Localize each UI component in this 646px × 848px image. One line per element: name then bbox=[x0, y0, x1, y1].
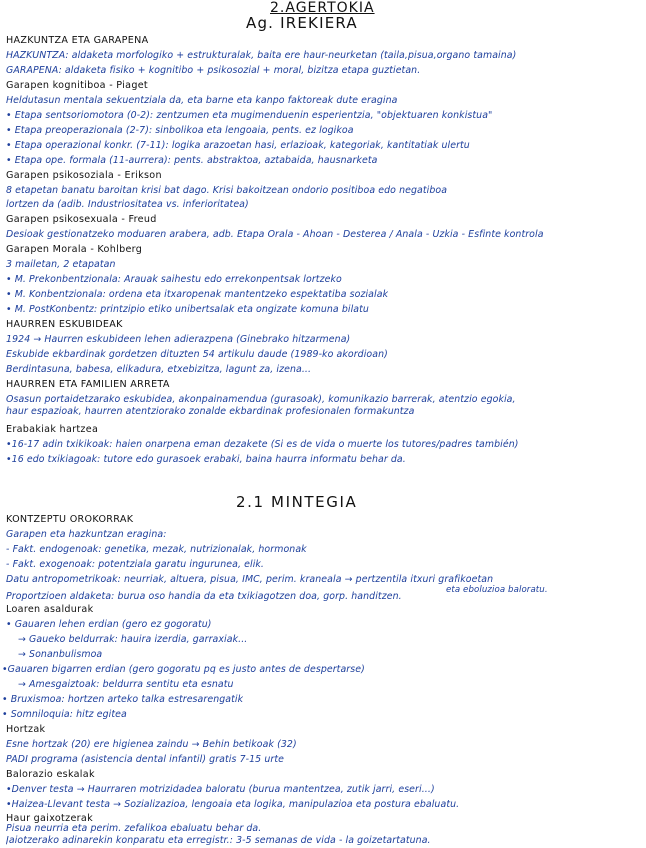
note-line: 3 mailetan, 2 etapatan bbox=[6, 259, 116, 270]
bullet-line: •Gauaren bigarren erdian (gero gogoratu pq es justo antes de despertarse) bbox=[2, 664, 365, 675]
sub-bullet-line: → Gaueko beldurrak: hauira izerdia, garraxiak... bbox=[18, 634, 248, 645]
note-line: Berdintasuna, babesa, elikadura, etxebizitza, lagunt za, izena... bbox=[6, 364, 312, 375]
heading-growth-development: HAZKUNTZA ETA GARAPENA bbox=[6, 35, 149, 46]
bullet-line: • Somniloquia: hitz egitea bbox=[2, 709, 127, 720]
note-line: Proportzioen aldaketa: burua oso handia da eta txikiagotzen doa, gorp. handitzen. bbox=[6, 591, 402, 602]
note-line: Eskubide ekbardinak gordetzen dituzten 54 artikulu daude (1989-ko akordioan) bbox=[6, 349, 388, 360]
heading-child-rights: HAURREN ESKUBIDEAK bbox=[6, 319, 123, 330]
note-line: Pisua neurria eta perim. zefalikoa ebaluatu behar da. bbox=[6, 823, 262, 834]
bullet-line: • M. PostKonbentz: printzipio etiko unibertsalak eta ongizate komuna bilatu bbox=[6, 304, 369, 315]
sub-bullet-line: → Amesgaiztoak: beldurra sentitu eta esnatu bbox=[18, 679, 234, 690]
bullet-line: • Etapa ope. formala (11-aurrera): pents. abstraktoa, aztabaida, hausnarketa bbox=[6, 155, 378, 166]
heading-child-illness: Haur gaixotzerak bbox=[6, 813, 93, 824]
bullet-line: • Gauaren lehen erdian (gero ez gogoratu) bbox=[6, 619, 212, 630]
bullet-line: •16 edo txikiagoak: tutore edo gurasoek erabaki, baina haurra informatu behar da. bbox=[6, 454, 406, 465]
bullet-line: •16-17 adin txikikoak: haien onarpena eman dezakete (Si es de vida o muerte los tutores/padres también) bbox=[6, 439, 519, 450]
note-line: GARAPENA: aldaketa fisiko + kognitibo + psikosozial + moral, bizitza etapa guztietan. bbox=[6, 65, 421, 76]
heading-freud: Garapen psikosexuala - Freud bbox=[6, 214, 157, 225]
note-line: 1924 → Haurren eskubideen lehen adierazpena (Ginebrako hitzarmena) bbox=[6, 334, 351, 345]
heading-assessment-scales: Balorazio eskalak bbox=[6, 769, 95, 780]
note-line: Datu antropometrikoak: neurriak, altuera, pisua, IMC, perim. kraneala → pertzentila itxuri grafikoetan bbox=[6, 574, 494, 585]
bullet-line: •Haizea-Llevant testa → Sozializazioa, lengoaia eta logika, manipulazioa eta postura ebaluatu. bbox=[6, 799, 460, 810]
note-line: HAZKUNTZA: aldaketa morfologiko + estrukturalak, baita ere haur-neurketan (taila,pisua,organo tamaina) bbox=[6, 50, 517, 61]
heading-piaget: Garapen kognitiboa - Piaget bbox=[6, 80, 148, 91]
note-line: Garapen eta hazkuntzan eragina: bbox=[6, 529, 167, 540]
note-line: Osasun portaidetzarako eskubidea, akonpainamendua (gurasoak), komunikazio barrerak, atentzio egokia, bbox=[6, 394, 516, 405]
note-line: haur espazioak, haurren atentziorako zonalde ekbardinak profesionalen formakuntza bbox=[6, 406, 415, 417]
bullet-line: •Denver testa → Haurraren motrizidadea baloratu (burua mantentzea, zutik jarri, eseri...) bbox=[6, 784, 435, 795]
note-line: Heldutasun mentala sekuentziala da, eta barne eta kanpo faktoreak dute eragina bbox=[6, 95, 398, 106]
bullet-line: • M. Prekonbentzionala: Arauak saihestu edo errekonpentsak lortzeko bbox=[6, 274, 342, 285]
bullet-line: • Etapa operazional konkr. (7-11): logika arazoetan hasi, erlazioak, kategoriak, kantitatiak ulertu bbox=[6, 140, 470, 151]
heading-kohlberg: Garapen Morala - Kohlberg bbox=[6, 244, 143, 255]
heading-teeth: Hortzak bbox=[6, 724, 46, 735]
note-line: 8 etapetan banatu baroitan krisi bat dago. Krisi bakoitzean ondorio positiboa edo negatiboa bbox=[6, 185, 448, 196]
heading-decisions: Erabakiak hartzea bbox=[6, 424, 99, 435]
heading-family-care: HAURREN ETA FAMILIEN ARRETA bbox=[6, 379, 170, 390]
note-line: - Fakt. endogenoak: genetika, mezak, nutrizionalak, hormonak bbox=[6, 544, 307, 555]
note-line: PADI programa (asistencia dental infantil) gratis 7-15 urte bbox=[6, 754, 284, 765]
heading-sleep-disorders: Loaren asaldurak bbox=[6, 604, 94, 615]
note-line: Jaiotzerako adinarekin konparatu eta erregistr.: 3-5 semanas de vida - la goizetartatuna. bbox=[6, 835, 431, 846]
note-line: lortzen da (adib. Industriositatea vs. inferioritatea) bbox=[6, 199, 249, 210]
bullet-line: • Etapa sentsoriomotora (0-2): zentzumen eta mugimenduenin esperientzia, "objektuaren konkistua" bbox=[6, 110, 493, 121]
heading-general-concepts: KONTZEPTU OROKORRAK bbox=[6, 514, 134, 525]
page-title: 2.AGERTOKIA bbox=[270, 0, 375, 16]
sub-bullet-line: → Sonanbulismoa bbox=[18, 649, 103, 660]
note-line: eta eboluzioa baloratu. bbox=[446, 585, 548, 595]
bullet-line: • Bruxismoa: hortzen arteko talka estresarengatik bbox=[2, 694, 244, 705]
bullet-line: • M. Konbentzionala: ordena eta itxaropenak mantentzeko espektatiba sozialak bbox=[6, 289, 389, 300]
section-title: 2.1 MINTEGIA bbox=[236, 493, 358, 511]
heading-erikson: Garapen psikosoziala - Erikson bbox=[6, 170, 162, 181]
page-subtitle: Ag. IREKIERA bbox=[246, 14, 358, 32]
note-line: Esne hortzak (20) ere higienea zaindu → Behin betikoak (32) bbox=[6, 739, 297, 750]
bullet-line: • Etapa preoperazionala (2-7): sinbolikoa eta lengoaia, pents. ez logikoa bbox=[6, 125, 354, 136]
note-line: - Fakt. exogenoak: potentziala garatu ingurunea, elik. bbox=[6, 559, 265, 570]
note-line: Desioak gestionatzeko moduaren arabera, adb. Etapa Orala - Ahoan - Desterea / Anala - Uzkia - Esfinte kontrola bbox=[6, 229, 544, 240]
